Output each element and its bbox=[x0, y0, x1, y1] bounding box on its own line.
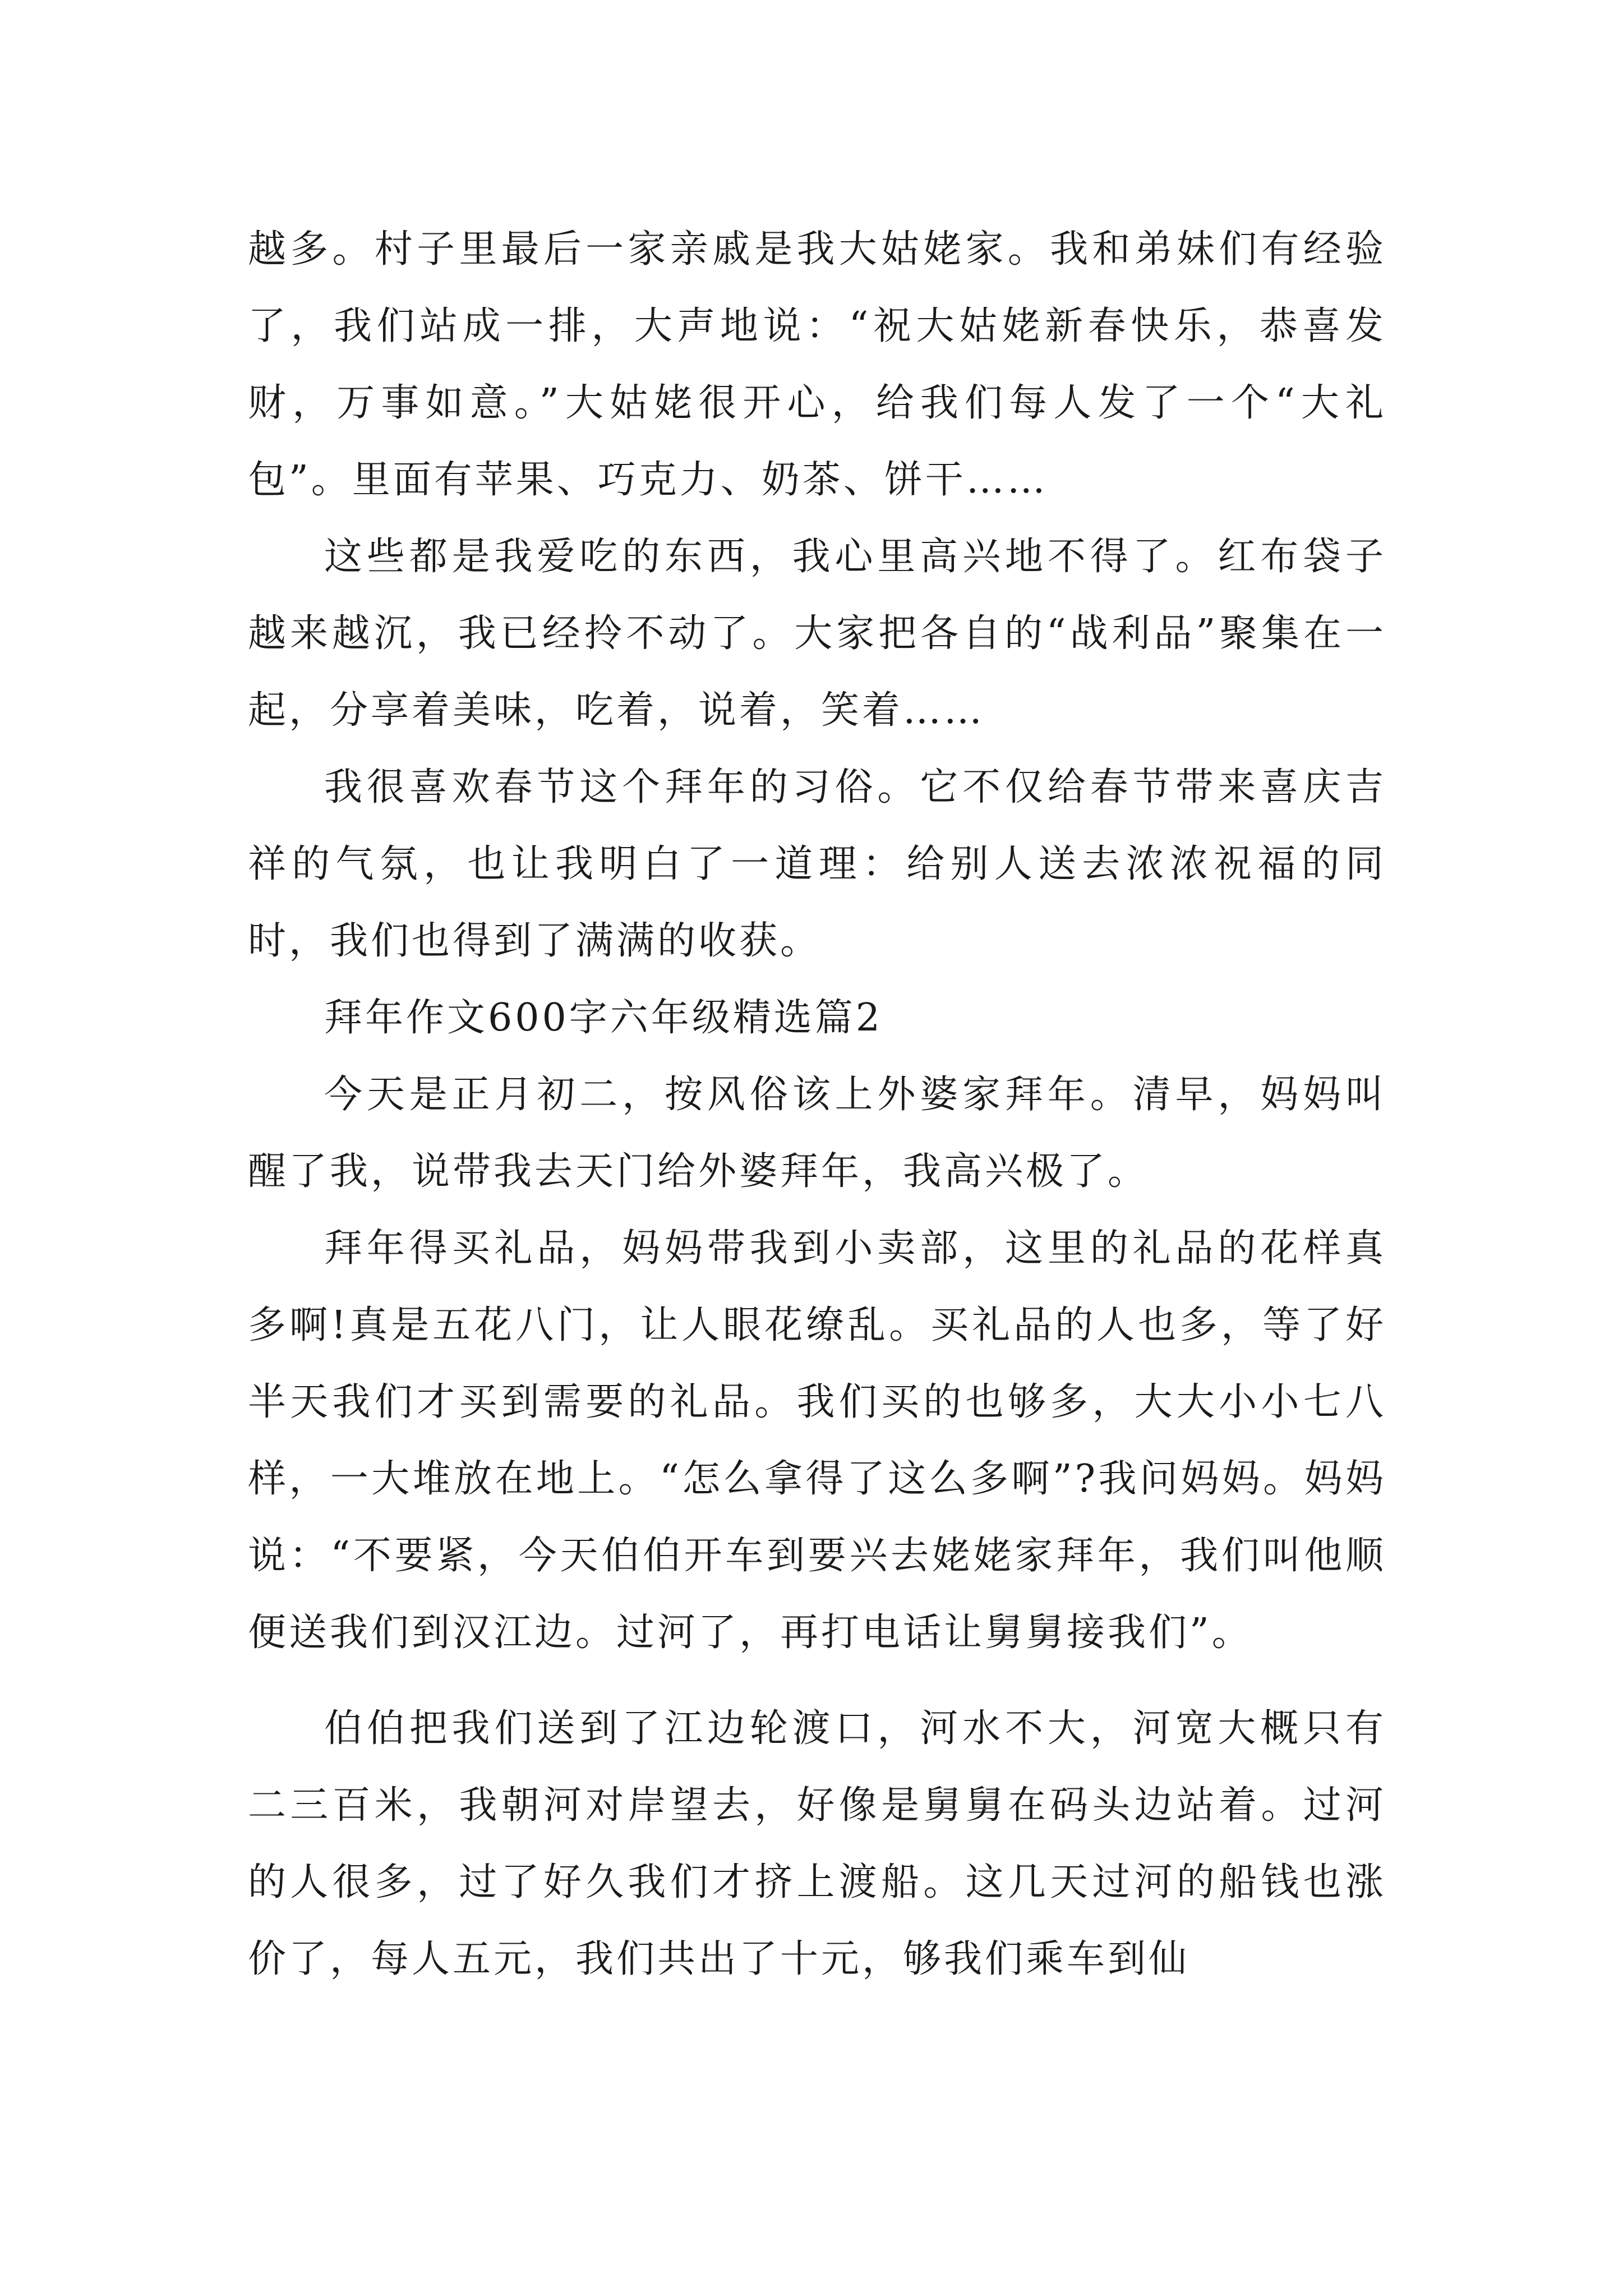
paragraph: 今天是正月初二，按风俗该上外婆家拜年。清早，妈妈叫醒了我，说带我去天门给外婆拜年，我高兴极了。 bbox=[248, 1073, 1386, 1194]
paragraph: 伯伯把我们送到了江边轮渡口，河水不大，河宽大概只有二三百米，我朝河对岸望去，好像是舅舅在码头边站着。过河的人很多，过了好久我们才挤上渡船。这几天过河的船钱也涨价了，每人五元，我们共出了十元，够我们乘车到仙 bbox=[248, 1706, 1386, 1981]
section-heading: 拜年作文600字六年级精选篇2 bbox=[324, 996, 883, 1040]
paragraph: 拜年得买礼品，妈妈带我到小卖部，这里的礼品的花样真多啊!真是五花八门，让人眼花缭乱。买礼品的人也多，等了好半天我们才买到需要的礼品。我们买的也够多，大大小小七八样，一大堆放在地上。“怎么拿得了这么多啊”?我问妈妈。妈妈说：“不要紧，今天伯伯开车到要兴去姥姥家拜年，我们叫他顺便送我们到汉江边。过河了，再打电话让舅舅接我们”。 bbox=[248, 1226, 1386, 1655]
paragraph: 这些都是我爱吃的东西，我心里高兴地不得了。红布袋子越来越沉，我已经拎不动了。大家把各自的“战利品”聚集在一起，分享着美味，吃着，说着，笑着…… bbox=[248, 535, 1386, 733]
paragraph-continued: 越多。村子里最后一家亲戚是我大姑姥家。我和弟妹们有经验了，我们站成一排，大声地说：“祝大姑姥新春快乐，恭喜发财，万事如意。”大姑姥很开心，给我们每人发了一个“大礼包”。里面有苹果、巧克力、奶茶、饼干…… bbox=[248, 227, 1386, 502]
paragraph: 我很喜欢春节这个拜年的习俗。它不仅给春节带来喜庆吉祥的气氛，也让我明白了一道理：给别人送去浓浓祝福的同时，我们也得到了满满的收获。 bbox=[248, 765, 1386, 963]
document-body bbox=[248, 211, 1386, 1998]
